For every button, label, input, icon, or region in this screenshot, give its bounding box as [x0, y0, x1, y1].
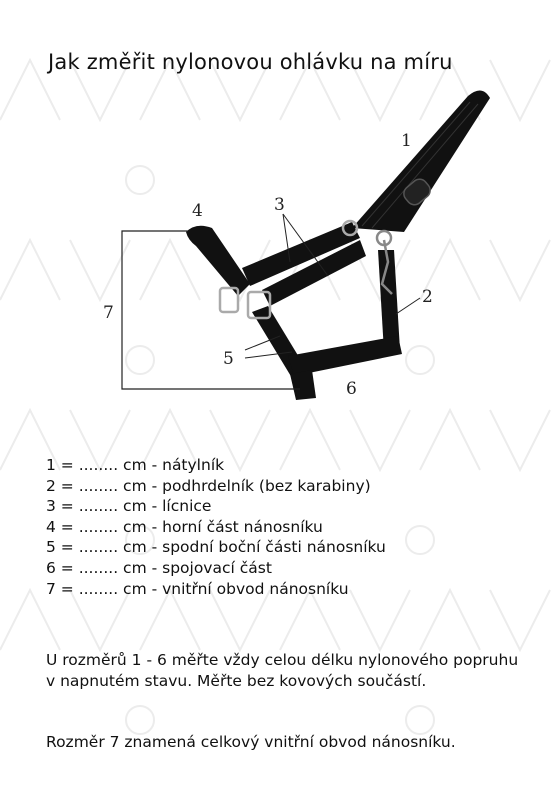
- page-title: Jak změřit nylonovou ohlávku na míru: [48, 50, 453, 74]
- legend-item-2: 2 = ........ cm - podhrdelník (bez karabiny): [46, 476, 371, 495]
- legend-item-3: 3 = ........ cm - lícnice: [46, 497, 212, 516]
- throat-strap: [377, 231, 400, 352]
- legend-item-1: 1 = ........ cm - nátylník: [46, 456, 225, 474]
- measuring-instructions: U rozměrů 1 - 6 měřte vždy celou délku nylonového popruhu v napnutém stavu. Měřte bez kovových součástí.: [46, 651, 519, 690]
- noseband-top: [186, 226, 250, 296]
- diagram-label-1: 1: [401, 131, 412, 151]
- crown-strap: [352, 90, 490, 232]
- diagram-label-2: 2: [422, 287, 433, 307]
- measurement-7-note: Rozměr 7 znamená celkový vnitřní obvod nánosníku.: [46, 733, 456, 751]
- diagram-label-3: 3: [274, 195, 285, 215]
- legend-item-7: 7 = ........ cm - vnitřní obvod nánosníku: [46, 579, 349, 598]
- diagram-label-5: 5: [223, 349, 234, 369]
- diagram-label-7: 7: [103, 303, 114, 323]
- diagram-label-4: 4: [192, 201, 203, 221]
- legend-item-5: 5 = ........ cm - spodní boční části nánosníku: [46, 538, 386, 557]
- noseband-lower: [252, 306, 402, 378]
- measurement-legend: [46, 455, 386, 599]
- legend-item-4: 4 = ........ cm - horní část nánosníku: [46, 517, 323, 536]
- chin-connector: [290, 370, 316, 400]
- legend-item-6: 6 = ........ cm - spojovací část: [46, 558, 272, 577]
- diagram-label-6: 6: [346, 379, 357, 399]
